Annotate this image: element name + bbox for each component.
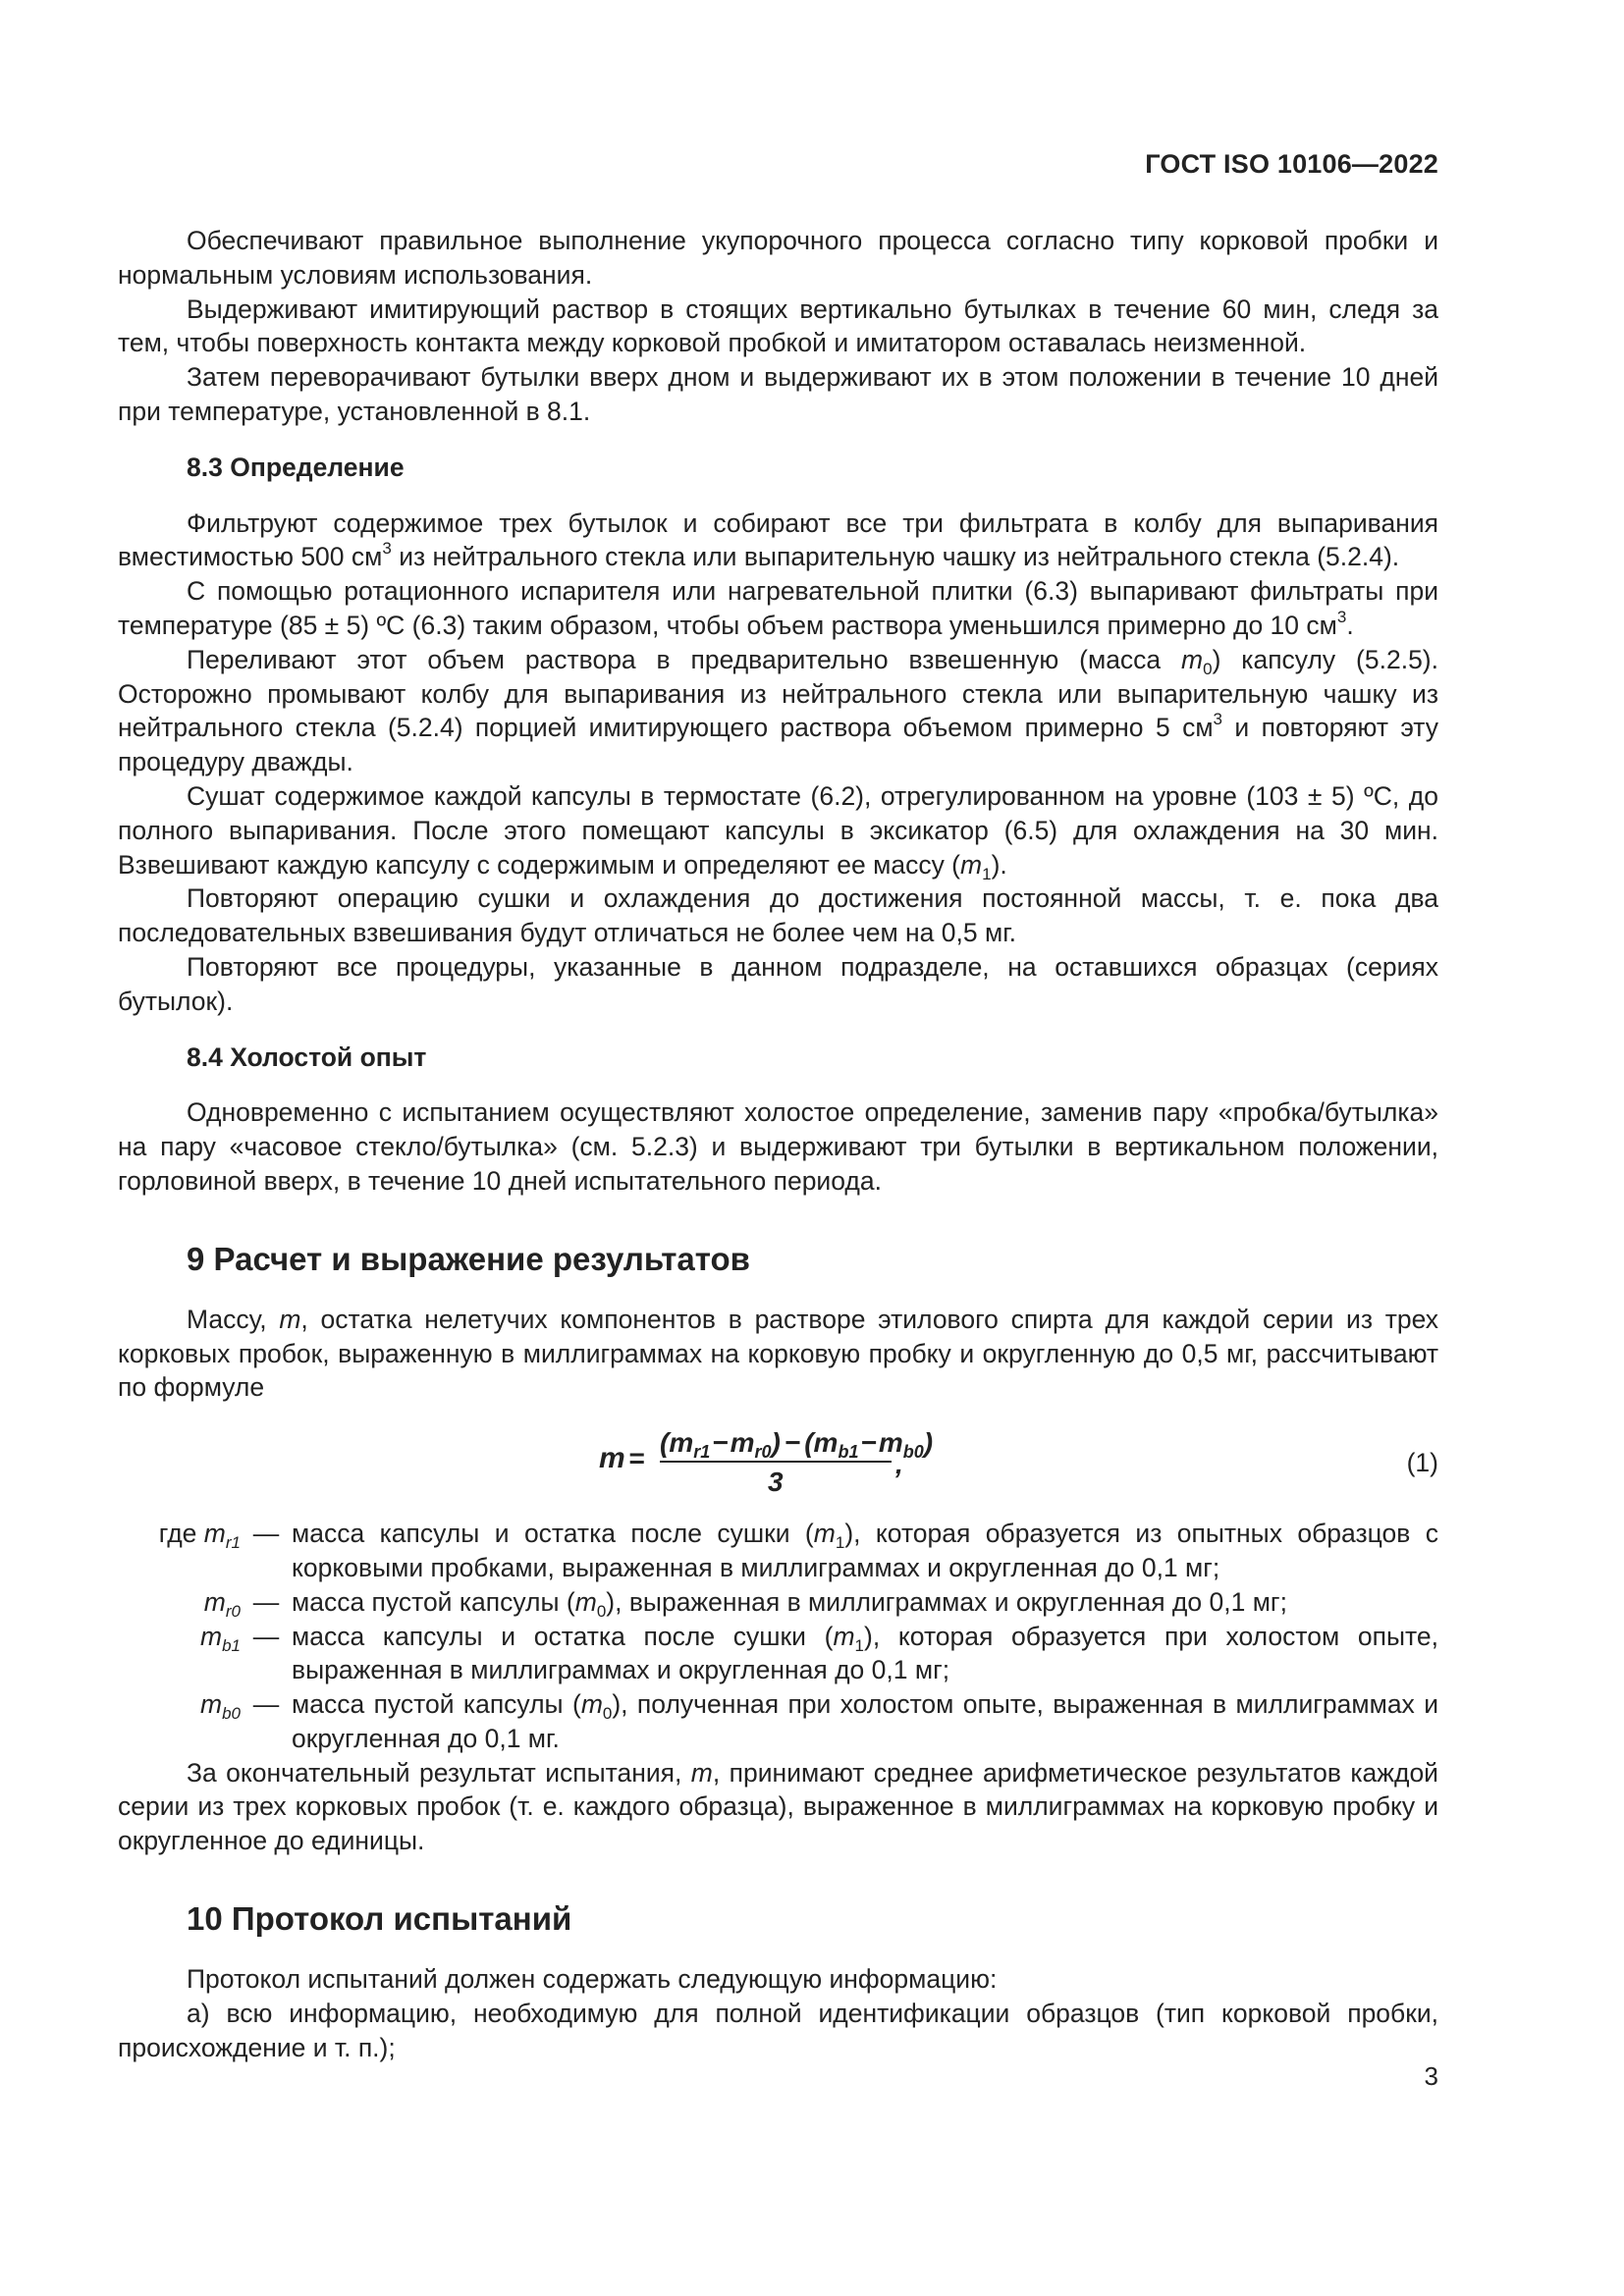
formula-lhs: m xyxy=(599,1442,625,1475)
paragraph: Массу, m, остатка нелетучих компонентов в растворе этилового спирта для каждой серии из трех корковых пробок, выраженную в миллиграммах на корковую пробку и округленную до 0,5 мг, рассчитывают по формуле xyxy=(118,1304,1439,1403)
list-item: а) всю информацию, необходимую для полной идентификации образцов (тип корковой пробки, происхождение и т. п.); xyxy=(118,1998,1438,2062)
symbol-definitions xyxy=(118,1517,1438,1756)
paragraph: Повторяют операцию сушки и охлаждения до достижения постоянной массы, т. е. пока два последовательных взвешивания будут отличаться не более чем на 0,5 мг. xyxy=(118,883,1438,948)
definition-row: $m_{r0}$ — масса пустой капсулы $(m_0)$, выраженная в миллиграммах и округленная до 0,1 мг; xyxy=(203,1586,1287,1621)
section-heading-9: 9 Расчет и выражение результатов xyxy=(187,1240,750,1277)
document-page xyxy=(118,0,1438,2296)
paragraph: Выдерживают имитирующий раствор в стоящих вертикально бутылках в течение 60 мин, следя за тем, чтобы поверхность контакта между корковой пробкой и имитатором оставалась неизменной. xyxy=(118,294,1438,358)
subsection-heading-8-4: 8.4 Холостой опыт xyxy=(187,1041,427,1072)
paragraph: За окончательный результат испытания, m, принимают среднее арифметическое результатов каждой серии из трех корковых пробок (т. е. каждого образца), выраженное в миллиграммах на корковую пробку и округленное до единицы. xyxy=(118,1757,1438,1856)
definition-row: $m_{b1}$ — масса капсулы и остатка после сушки $(m_1)$, которая образуется при холостом опыте, выраженная в миллиграммах и округленная до 0,1 мг; xyxy=(200,1621,1438,1685)
paragraph: Переливают этот объем раствора в предварительно взвешенную (масса $m_0$) капсулу (5.2.5). Осторожно промывают колбу для выпаривания из нейтрального стекла или выпарительную чашку из нейтрального стекла (5.2.4) порцией имитирующего раствора объемом примерно 5 $см^3$ и повторяют эту процедуру дважды. xyxy=(118,644,1438,777)
paragraph: Затем переворачивают бутылки вверх дном и выдерживают их в этом положении в течение 10 дней при температуре, установленной в 8.1. xyxy=(118,362,1438,426)
document-header: ГОСТ ISO 10106—2022 xyxy=(1145,149,1438,179)
subsection-heading-8-3: 8.3 Определение xyxy=(187,452,405,482)
formula-numerator: $(m_{r1}-m_{r0}) - (m_{b1}-m_{b0})$ xyxy=(660,1427,934,1463)
document-body xyxy=(118,224,1438,2064)
section-heading-10: 10 Протокол испытаний xyxy=(187,1900,572,1938)
paragraph: Обеспечивают правильное выполнение укупорочного процесса согласно типу корковой пробки и нормальным условиям использования. xyxy=(118,226,1438,290)
paragraph: Одновременно с испытанием осуществляют холостое определение, заменив пару «пробка/бутылка» на пару «часовое стекло/бутылка» (см. 5.2.3) и выдерживают три бутылки в вертикальном положении, горловиной вверх, в течение 10 дней испытательного периода. xyxy=(118,1097,1438,1196)
definition-row: $m_{b0}$ — масса пустой капсулы $(m_0)$, полученная при холостом опыте, выраженная в миллиграммах и округленная до 0,1 мг. xyxy=(200,1689,1438,1753)
paragraph: Повторяют все процедуры, указанные в данном подразделе, на оставшихся образцах (сериях бутылок). xyxy=(118,951,1438,1016)
paragraph: Фильтруют содержимое трех бутылок и собирают все три фильтрата в колбу для выпаривания вместимостью 500 $см^3$ из нейтрального стекла или выпарительную чашку из нейтрального стекла (5.2.4). xyxy=(118,507,1438,572)
paragraph: С помощью ротационного испарителя или нагревательной плитки (6.3) выпаривают фильтраты при температуре (85 ± 5) ºС (6.3) таким образом, чтобы объем раствора уменьшился примерно до 10 $см^3$. xyxy=(118,576,1438,640)
definition-row: где $m_{r1}$ — масса капсулы и остатка после сушки $(m_1)$, которая образуется из опытных образцов с корковыми пробками, выраженная в миллиграммах и округленная до 0,1 мг; xyxy=(158,1519,1439,1582)
paragraph: Протокол испытаний должен содержать следующую информацию: xyxy=(187,1964,998,1995)
formula-1 xyxy=(118,1418,1438,1499)
formula-eq: = xyxy=(628,1443,645,1474)
formula-denominator: 3 xyxy=(768,1467,784,1498)
formula-number: (1) xyxy=(1406,1448,1438,1478)
formula-expression xyxy=(599,1418,934,1499)
paragraph: Сушат содержимое каждой капсулы в термостате (6.2), отрегулированном на уровне (103 ± 5) ºС, до полного выпаривания. После этого помещают капсулы в эксикатор (6.5) для охлаждения на 30 мин. Взвешивают каждую капсулу с содержимым и определяют ее массу $(m_1)$. xyxy=(118,780,1438,883)
formula-comma: , xyxy=(895,1449,903,1480)
page-number: 3 xyxy=(1424,2061,1438,2091)
